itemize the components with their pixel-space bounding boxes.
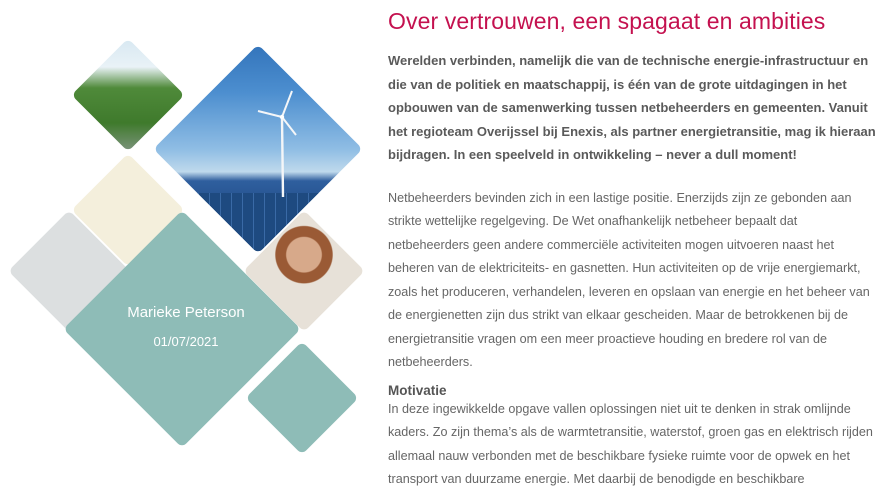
image-mosaic — [0, 0, 370, 469]
article-content — [388, 0, 876, 492]
article-paragraph: In deze ingewikkelde opgave vallen oplossingen niet uit te denken in strak omlijnde kaders. Zo zijn thema’s als de warmtetransitie, waterstof, groen gas en elektrisch rijden allemaal nauw verbonden met de beschikbare fysieke ruimte voor de opwek en het transport van duurzame energie. Met daarbij de benodigde en beschikbare — [388, 401, 873, 486]
section-heading: Motivatie — [388, 382, 447, 398]
article-title: Over vertrouwen, een spagaat en ambities — [388, 8, 826, 34]
publish-date: 01/07/2021 — [153, 334, 219, 349]
author-name: Marieke Peterson — [127, 304, 245, 321]
wind-turbine-icon — [252, 87, 312, 197]
article-paragraph: Netbeheerders bevinden zich in een lastige positie. Enerzijds zijn ze gebonden aan strikte wettelijke regelgeving. De Wet onafhankelijk netbeheer bepaalt dat netbeheerders geen andere commerciële activiteiten mogen uitvoeren naast het beheren van de elektriciteits- en gasnetten. Hun activiteiten op de vrije energiemarkt, zoals het produceren, verhandelen, leveren en opslaan van energie en het beheer van de energienetten zijn dus strikt van elkaar gescheiden. Maar de betrokkenen bij de energietransitie vragen om een meer proactieve houding en bredere rol van de netbeheerders. — [388, 190, 870, 369]
article-intro: Werelden verbinden, namelijk die van de technische energie-infrastructuur en die van de politiek en maatschappij, is één van de grote uitdagingen in het opbouwen van de samenwerking tussen netbeheerders en gemeenten. Vanuit het regioteam Overijssel bij Enexis, als partner energietransitie, mag ik hieraan bijdragen. In een speelveld in ontwikkeling – never a dull moment! — [388, 53, 876, 162]
